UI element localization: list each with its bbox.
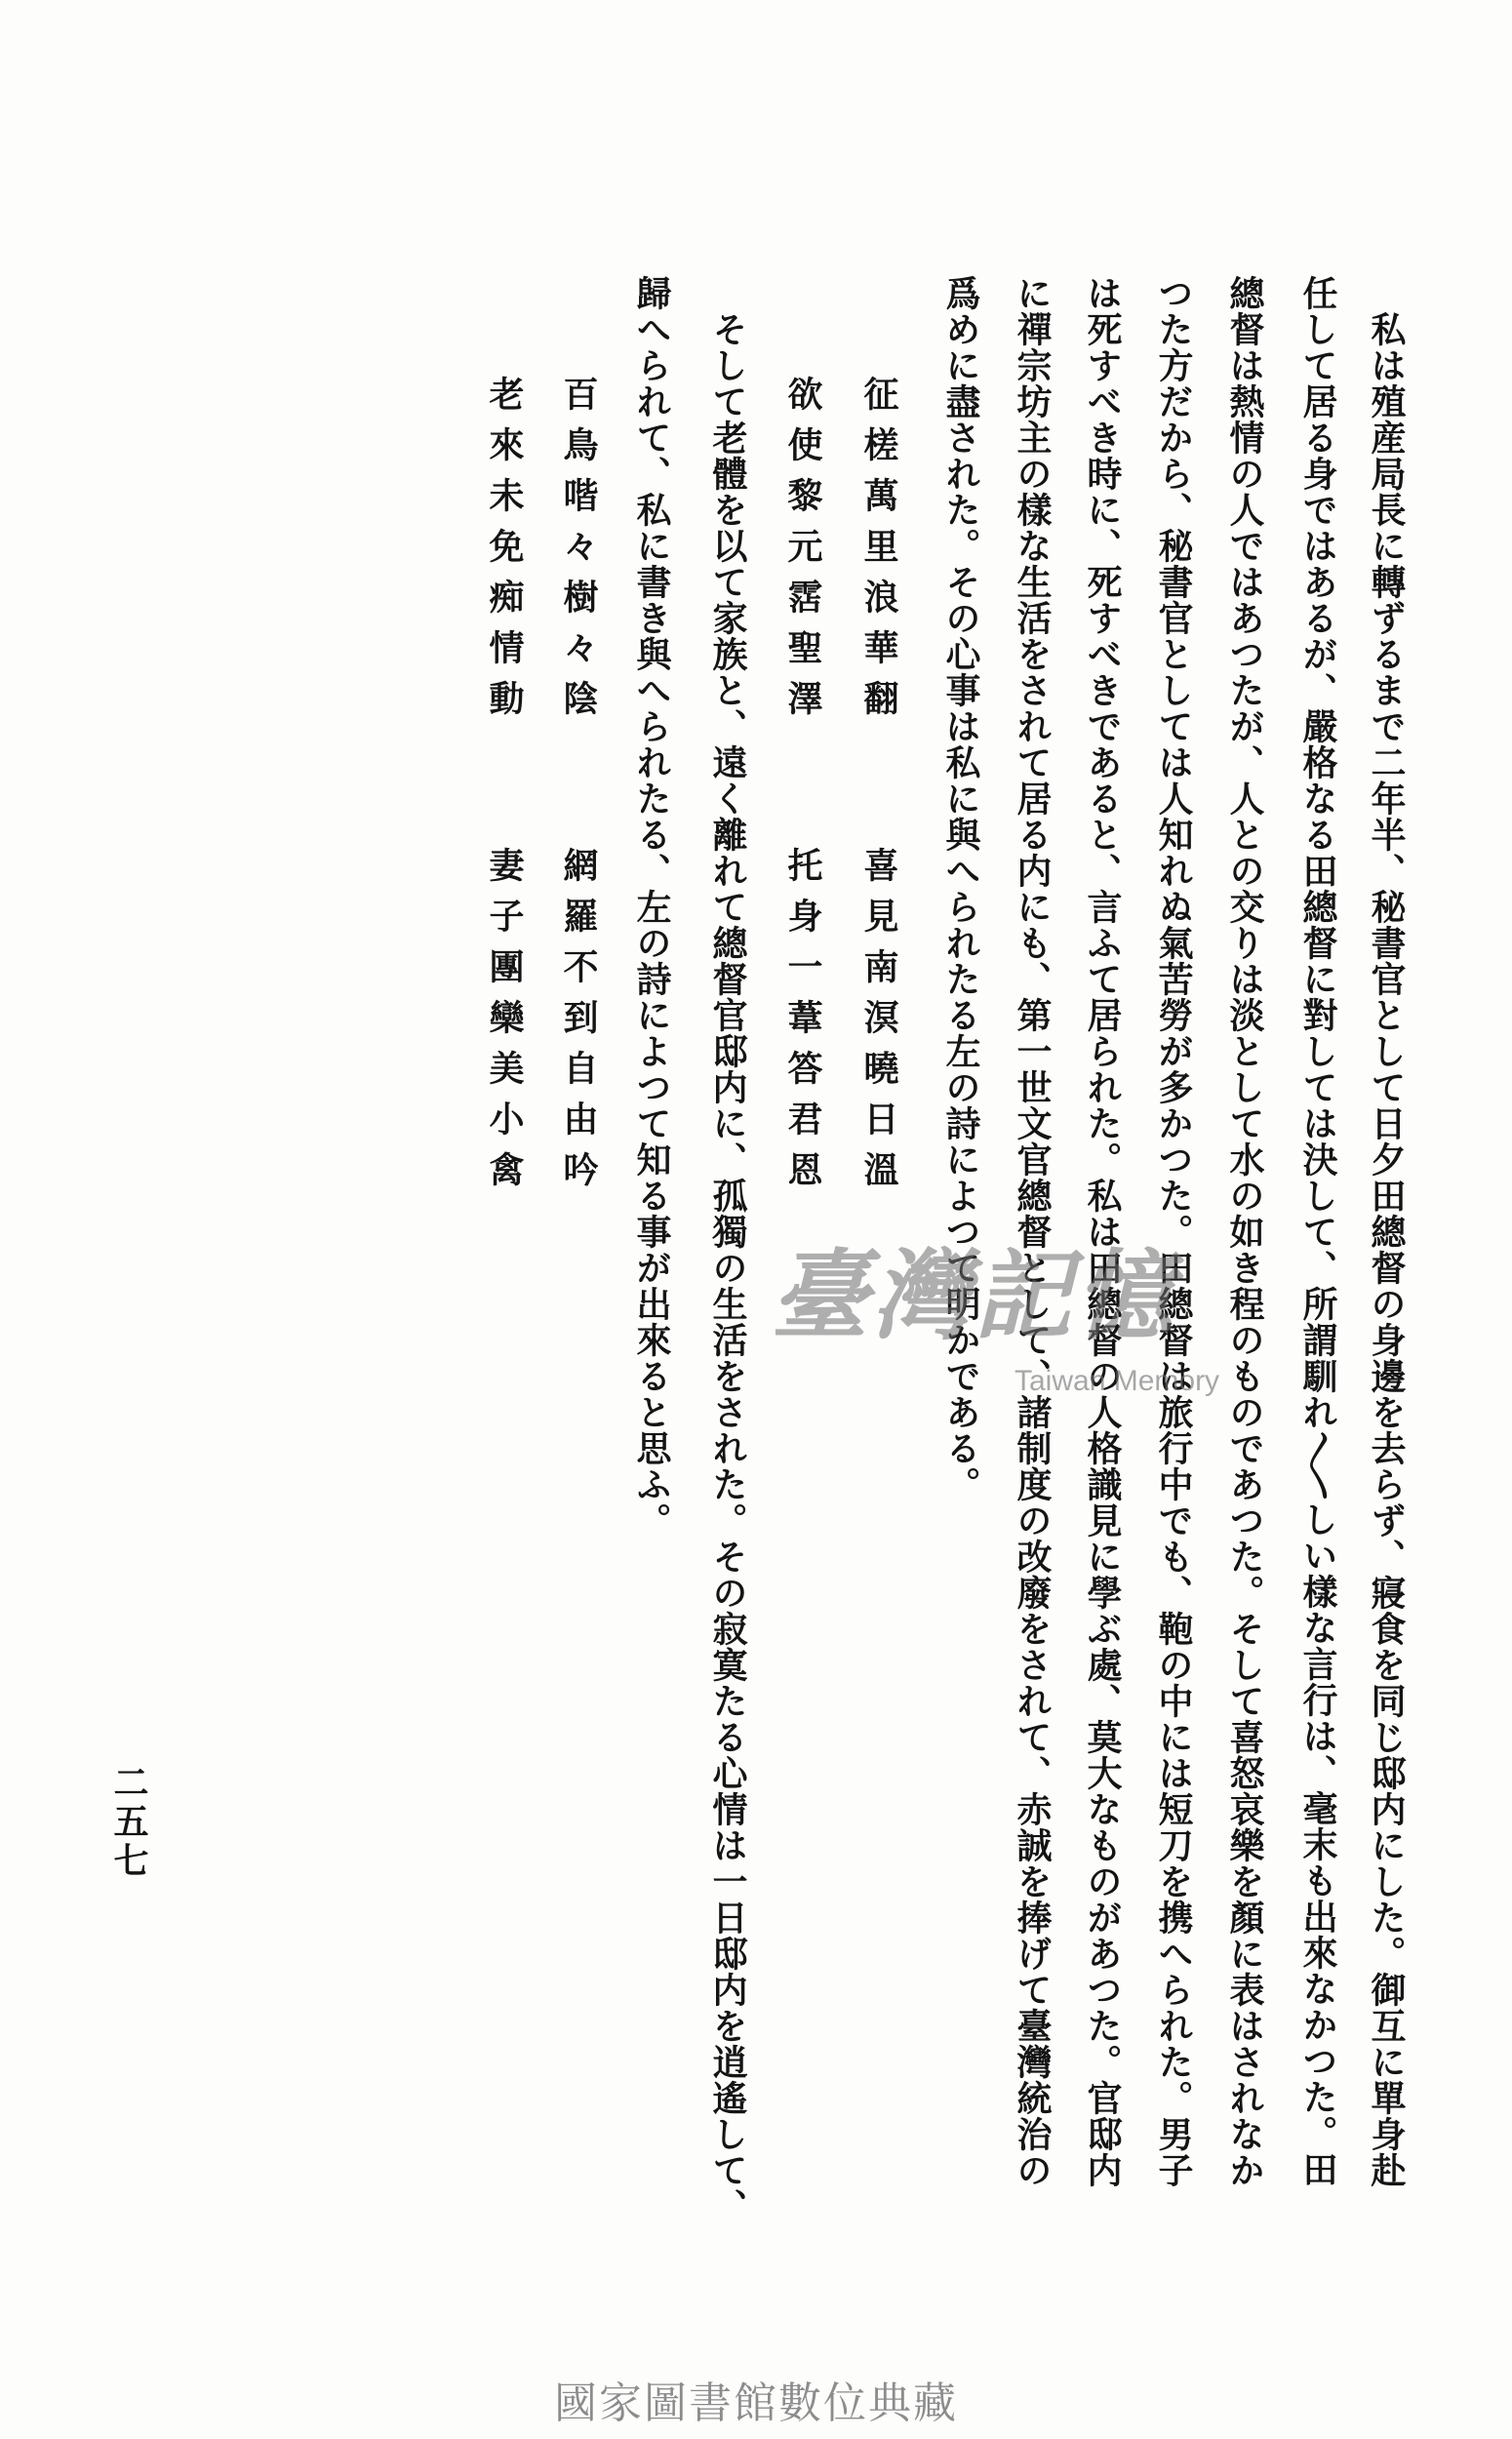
watermark-logo-text: 臺灣記憶 (771, 1238, 1176, 1353)
poem-2-line-1-first-half: 百鳥喈々樹々陰 (558, 376, 599, 731)
poem-2-line-2-first-half: 老來未免痴情動 (484, 376, 525, 731)
paragraph-2-column-1: そして老體を以て家族と、遠く離れて總督官邸内に、孤獨の生活をされた。その寂寞たる心情は一日邸内を逍遙して、 (707, 311, 748, 2224)
paragraph-2-column-2: 歸へられて、私に書き與へられたる、左の詩によつて知る事が出來ると思ふ。 (631, 275, 672, 1539)
poem-2-line-2-second-half: 妻子團欒美小禽 (484, 847, 525, 1202)
poem-1-line-2-second-half: 托身一葦答君恩 (782, 847, 823, 1202)
watermark-logo-subtext: Taiwan Memory (1015, 1365, 1220, 1397)
poem-1-line-2-first-half: 欲使黎元霑聖澤 (782, 376, 823, 731)
paragraph-1-column-1: 私は殖産局長に轉ずるまで二年半、秘書官として日夕田總督の身邊を去らず、寢食を同じ邸内にした。御互に單身赴 (1366, 311, 1407, 2188)
footer-collection-label: 國家圖書館數位典藏 (554, 2379, 958, 2428)
paragraph-1-column-7: 爲めに盡された。その心事は私に與へられたる左の詩によつて明かである。 (940, 275, 981, 1502)
poem-1-line-1-first-half: 征槎萬里浪華翻 (858, 376, 899, 731)
paragraph-1-column-3: 總督は熱情の人ではあつたが、人との交りは淡として水の如き程のものであつた。そして喜怒哀樂を顏に表はされなか (1224, 275, 1265, 2188)
paragraph-1-column-6: に禪宗坊主の樣な生活をされて居る内にも、第一世文官總督として、諸制度の改廢をされて、赤誠を捧げて臺灣統治の (1012, 275, 1053, 2188)
page-number: 二五七 (108, 1764, 149, 1881)
paragraph-1-column-2: 任して居る身ではあるが、嚴格なる田總督に對しては決して、所謂馴れ〳〵しい樣な言行は、毫末も出來なかつた。田 (1297, 275, 1338, 2187)
poem-2-line-1-second-half: 網羅不到自由吟 (558, 847, 599, 1202)
paragraph-1-column-4: つた方だから、秘書官としては人知れぬ氣苦勞が多かつた。田總督は旅行中でも、鞄の中には短刀を携へられた。男子 (1153, 275, 1194, 2188)
poem-1-line-1-second-half: 喜見南溟曉日溫 (858, 847, 899, 1202)
paragraph-1-column-5: は死すべき時に、死すべきであると、言ふて居られた。私は田總督の人格識見に學ぶ處、莫大なものがあつた。官邸内 (1082, 275, 1123, 2188)
